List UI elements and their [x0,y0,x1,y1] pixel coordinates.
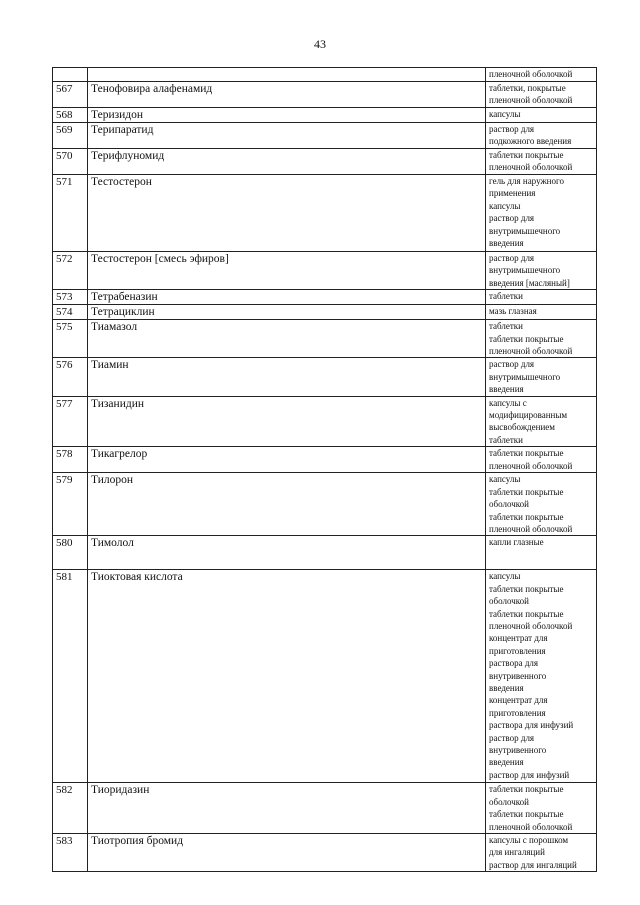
dosage-form-line: оболочкой [489,596,529,607]
dosage-forms [486,123,597,149]
dosage-form-line: таблетки, покрытые [489,83,566,93]
drug-name [88,68,486,82]
dosage-forms [486,320,597,358]
drug-name: Тиоридазин [88,783,486,834]
dosage-forms [486,175,597,252]
row-number: 568 [53,108,88,123]
dosage-form-line: таблетки покрытые [489,486,564,497]
table-row [53,570,597,783]
dosage-forms [486,149,597,175]
drug-name: Теризидон [88,108,486,123]
dosage-form-line: введения [масляный] [489,277,570,288]
dosage-form-line: раствор для [489,213,535,224]
dosage-form-line: капсулы [489,109,521,119]
dosage-form-line: приготовления [489,707,546,718]
row-number: 574 [53,305,88,320]
dosage-form-line: концентрат для [489,633,548,644]
dosage-forms [486,396,597,447]
dosage-form-line: таблетки покрытые [489,150,564,160]
drug-name: Тенофовира алафенамид [88,82,486,108]
dosage-form-line: пленочной оболочкой [489,523,573,534]
dosage-form-line: введения [489,384,524,395]
row-number: 581 [53,570,88,783]
dosage-form-line: пленочной оболочкой [489,95,573,106]
dosage-form-line: капсулы [489,200,521,211]
drug-name: Тилорон [88,473,486,536]
dosage-form-line: таблетки покрытые [489,608,564,619]
row-number [53,68,88,82]
row-number: 571 [53,175,88,252]
drug-name: Тестостерон [88,175,486,252]
dosage-form-line: капсулы с [489,397,527,408]
dosage-form-line: приготовления [489,645,546,656]
dosage-form-line: капсулы с порошком [489,834,569,845]
dosage-form-line: пленочной оболочкой [489,460,573,471]
dosage-form-line: пленочной оболочкой [489,620,573,631]
dosage-form-line: таблетки покрытые [489,333,564,344]
row-number: 577 [53,396,88,447]
dosage-form-line: мазь глазная [489,306,537,317]
table-row [53,396,597,447]
dosage-form-line: таблетки [489,291,524,302]
row-number: 583 [53,833,88,871]
dosage-form-line: раствор для инфузий [489,769,570,780]
drug-name: Тетрациклин [88,305,486,320]
dosage-form-line: оболочкой [489,499,529,510]
row-number: 572 [53,252,88,290]
row-number: 576 [53,358,88,396]
table-row [53,305,597,320]
table-row [53,82,597,108]
table-row [53,252,597,290]
table-body [53,68,597,872]
dosage-form-line: внутримышечного [489,265,561,276]
dosage-forms [486,68,597,82]
row-number: 567 [53,82,88,108]
drug-name: Тиотропия бромид [88,833,486,871]
row-number: 570 [53,149,88,175]
dosage-forms [486,536,597,570]
dosage-form-line: раствор для [489,124,535,134]
drug-name: Тикагрелор [88,447,486,473]
dosage-forms [486,82,597,108]
dosage-form-line: внутривенного [489,745,547,755]
dosage-forms [486,305,597,320]
dosage-form-line: таблетки покрытые [489,784,564,795]
drug-name: Терифлуномид [88,149,486,175]
dosage-form-line: пленочной оболочкой [489,162,573,173]
table-row [53,447,597,473]
dosage-form-line: раствор для [489,359,535,370]
table-row [53,290,597,305]
drug-name: Тестостерон [смесь эфиров] [88,252,486,290]
dosage-form-line: гель для наружного [489,176,564,186]
dosage-form-line: раствор для [489,732,535,743]
dosage-form-line: оболочкой [489,796,529,807]
dosage-form-line: раствор для ингаляций [489,859,577,870]
dosage-form-line: высвобождением [489,422,555,433]
dosage-form-line: пленочной оболочкой [489,346,573,357]
table-row [53,358,597,396]
dosage-form-line: для ингаляций [489,847,545,858]
dosage-form-line: раствор для [489,253,535,263]
dosage-forms [486,833,597,871]
drug-name: Тетрабеназин [88,290,486,305]
dosage-form-line: таблетки [489,434,524,445]
dosage-form-line: модифицированным [489,410,568,421]
dosage-forms [486,358,597,396]
table-row [53,68,597,82]
dosage-form-line: введения [489,682,524,693]
drug-table [52,67,597,872]
dosage-form-line: таблетки покрытые [489,448,564,459]
table-row [53,123,597,149]
dosage-form-line: таблетки покрытые [489,583,564,594]
table-row [53,833,597,871]
row-number: 578 [53,447,88,473]
dosage-form-line: внутримышечного [489,371,561,382]
row-number: 579 [53,473,88,536]
dosage-forms [486,447,597,473]
dosage-form-line: капсулы [489,571,521,582]
drug-name: Тиамин [88,358,486,396]
drug-name: Тиамазол [88,320,486,358]
dosage-form-line: подкожного введения [489,136,572,147]
row-number: 573 [53,290,88,305]
drug-name: Терипаратид [88,123,486,149]
dosage-form-line: раствора для инфузий [489,720,574,731]
table-row [53,175,597,252]
dosage-forms [486,783,597,834]
dosage-form-line: введения [489,757,524,768]
row-number: 575 [53,320,88,358]
table-row [53,320,597,358]
row-number: 582 [53,783,88,834]
table-row [53,473,597,536]
dosage-forms [486,570,597,783]
dosage-form-line: концентрат для [489,695,548,706]
row-number: 569 [53,123,88,149]
dosage-forms [486,290,597,305]
dosage-form-line: пленочной оболочкой [489,821,573,832]
dosage-form-line: внутривенного [489,670,547,681]
dosage-form-line: раствора для [489,658,539,669]
drug-name: Тимолол [88,536,486,570]
dosage-forms [486,252,597,290]
dosage-form-line: таблетки [489,321,524,332]
dosage-form-line: таблетки покрытые [489,511,564,522]
table-row [53,783,597,834]
dosage-forms [486,473,597,536]
drug-name: Тизанидин [88,396,486,447]
dosage-form-line: таблетки покрытые [489,809,564,820]
dosage-forms [486,108,597,123]
dosage-form-line: введения [489,238,524,249]
table-row [53,536,597,570]
drug-name: Тиоктовая кислота [88,570,486,783]
dosage-form-line: применения [489,188,536,199]
table-row [53,108,597,123]
dosage-form-line: пленочной оболочкой [489,69,573,79]
table-row [53,149,597,175]
dosage-form-line: капли глазные [489,537,544,548]
row-number: 580 [53,536,88,570]
dosage-form-line: капсулы [489,474,521,485]
dosage-form-line: внутримышечного [489,225,561,236]
page-number: 43 [314,37,326,51]
